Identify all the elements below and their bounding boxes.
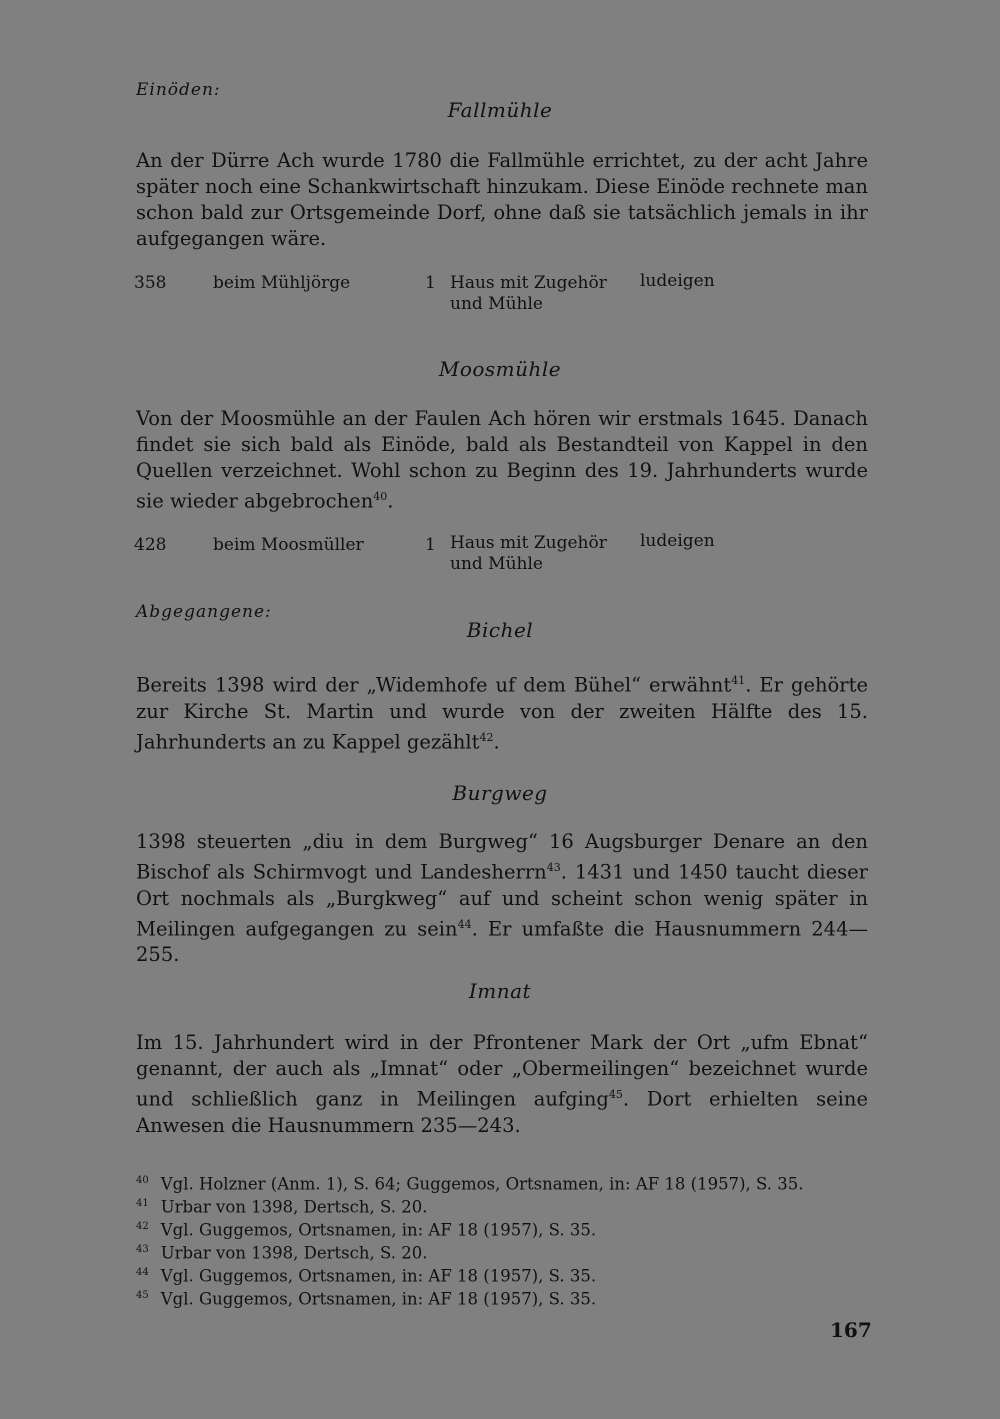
footnote-text: Vgl. Guggemos, Ortsnamen, in: AF 18 (1957), S. 35. xyxy=(160,1220,597,1240)
paragraph-text: An der Dürre Ach wurde 1780 die Fallmühle errichtet, zu der acht Jahre später noch eine Schankwirtschaft hinzukam. Diese Einöde rechnete man schon bald zur Ortsgemeinde Dorf, ohne daß sie tatsächlich jemals in ihr aufgegangen wäre. xyxy=(136,149,868,250)
footnote-item xyxy=(136,1217,868,1240)
einoeden-label: Einöden: xyxy=(136,80,221,100)
footnote-text: Urbar von 1398, Dertsch, S. 20. xyxy=(160,1243,428,1263)
paragraph-text: Von der Moosmühle an der Faulen Ach hören wir erstmals 1645. Danach findet sie sich bald als Einöde, bald als Bestandteil von Kappel in den Quellen verzeichnet. Wohl schon zu Beginn des 19. Jahrhunderts wurde sie wieder abgebrochen xyxy=(136,407,868,513)
heading-moosmuehle: Moosmühle xyxy=(438,357,562,381)
footnote-number: 42 xyxy=(136,1221,149,1232)
footnote-ref: 40 xyxy=(373,490,388,503)
heading-imnat: Imnat xyxy=(468,979,532,1003)
entry-status: ludeigen xyxy=(640,531,715,551)
footnote-ref: 45 xyxy=(608,1088,623,1101)
footnote-number: 43 xyxy=(136,1244,149,1255)
entry-desc-line-2: und Mühle xyxy=(450,554,543,574)
footnote-item xyxy=(136,1286,868,1309)
footnote-ref: 41 xyxy=(731,674,746,687)
paragraph-imnat xyxy=(136,1030,868,1139)
entry-desc-line-1: Haus mit Zugehör xyxy=(450,273,607,293)
paragraph-burgweg xyxy=(136,829,868,968)
footnote-text: Vgl. Holzner (Anm. 1), S. 64; Guggemos, Ortsnamen, in: AF 18 (1957), S. 35. xyxy=(160,1174,804,1194)
heading-burgweg: Burgweg xyxy=(452,781,548,805)
entry-count: 1 xyxy=(425,273,436,293)
footnote-item xyxy=(136,1240,868,1263)
paragraph-text: Im 15. Jahrhundert wird in der Pfrontener Mark der Ort „ufm Ebnat“ genannt, der auch als „Imnat“ oder „Obermeilingen“ bezeichnet wurde und schließlich ganz in Meilingen aufging xyxy=(136,1031,868,1111)
paragraph-text: . Er gehörte zur Kirche St. Martin und wurde von der zweiten Hälfte des 15. Jahrhunderts an zu Kappel gezählt xyxy=(136,673,868,753)
paragraph-text: . xyxy=(493,730,500,753)
abgegangene-label: Abgegangene: xyxy=(136,602,272,622)
entry-desc-line-2: und Mühle xyxy=(450,294,543,314)
paragraph-text: . Dort erhielten seine Anwesen die Hausnummern 235—243. xyxy=(136,1087,869,1137)
heading-fallmuehle: Fallmühle xyxy=(447,98,553,122)
entry-number: 428 xyxy=(134,535,167,555)
entry-status: ludeigen xyxy=(640,271,715,291)
footnote-number: 41 xyxy=(136,1198,149,1209)
footnote-item xyxy=(136,1171,868,1194)
heading-bichel: Bichel xyxy=(466,618,534,642)
footnote-number: 45 xyxy=(136,1290,149,1301)
paragraph-text: 1398 steuerten „diu in dem Burgweg“ 16 Augsburger Denare an den Bischof als Schirmvogt und Landesherrn xyxy=(136,830,868,884)
footnote-item xyxy=(136,1194,868,1217)
footnote-ref: 44 xyxy=(457,917,472,931)
entry-name: beim Mühljörge xyxy=(213,273,351,293)
footnote-text: Vgl. Guggemos, Ortsnamen, in: AF 18 (1957), S. 35. xyxy=(160,1289,597,1309)
footnote-item xyxy=(136,1263,868,1286)
entry-name: beim Moosmüller xyxy=(213,535,364,555)
footnote-number: 40 xyxy=(136,1175,149,1186)
entry-description xyxy=(450,533,607,575)
page-number: 167 xyxy=(830,1318,872,1342)
entry-desc-line-1: Haus mit Zugehör xyxy=(450,533,607,553)
paragraph-fallmuehle xyxy=(136,148,868,252)
footnotes xyxy=(136,1171,868,1309)
entry-description xyxy=(450,273,607,315)
footnote-ref: 43 xyxy=(546,861,561,874)
footnote-text: Vgl. Guggemos, Ortsnamen, in: AF 18 (1957), S. 35. xyxy=(160,1266,597,1286)
entry-count: 1 xyxy=(425,535,436,555)
paragraph-text: . Er umfaßte die Hausnummern 244—255. xyxy=(136,917,868,966)
paragraph-text: Bereits 1398 wird der „Widemhofe uf dem Bühel“ erwähnt xyxy=(136,673,732,697)
paragraph-text: . 1431 und 1450 taucht dieser Ort nochmals als „Burgkweg“ auf und scheint schon wenig später in Meilingen aufgegangen zu sein xyxy=(136,860,868,940)
entry-number: 358 xyxy=(134,273,167,293)
paragraph-bichel xyxy=(136,668,868,755)
footnote-text: Urbar von 1398, Dertsch, S. 20. xyxy=(160,1197,428,1217)
footnote-number: 44 xyxy=(136,1267,149,1278)
paragraph-moosmuehle xyxy=(136,406,868,515)
paragraph-text-end: . xyxy=(387,489,394,513)
footnote-ref: 42 xyxy=(479,730,494,744)
